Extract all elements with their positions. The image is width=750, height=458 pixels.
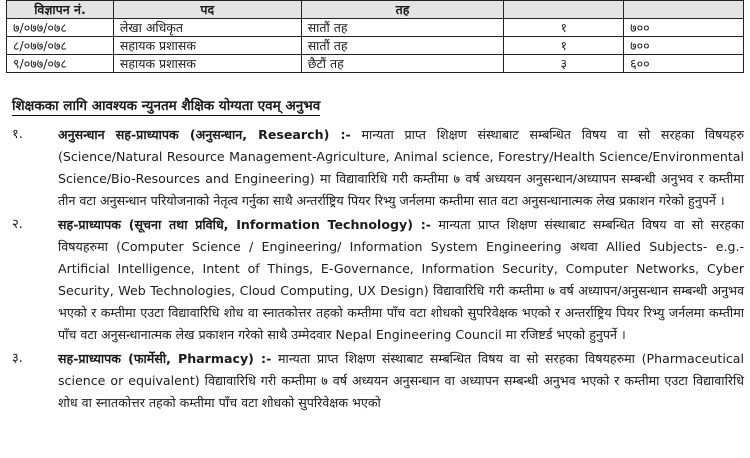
cell-count: १: [504, 37, 624, 55]
item-body: मान्यता प्राप्त शिक्षण संस्थाबाट सम्बन्धित विषय वा सो सरहका विषयहरु (Science/Natural Resource Management-Agriculture, Animal science, Forestry/Health Science/Environmental Science/Bio-Resources and Engineering) मा विद्यावारिधि गरी कम्तीमा ७ वर्ष अध्ययन अनुसन्धान/अध्यापन सम्बन्धी अनुभव र कम्तीमा तीन वटा अनुसन्धान परियोजनाको नेतृत्व गर्नुका साथै अन्तर्राष्ट्रिय पियर रिभ्यु जर्नलमा कम्तीमा सात वटा अनुसन्धानात्मक लेख प्रकाशन गरेको हुनुपर्ने ।: [58, 127, 744, 208]
item-number: १.: [12, 127, 23, 142]
vacancy-table: [6, 0, 744, 73]
item-number: ३.: [12, 351, 23, 366]
cell-count: १: [504, 19, 624, 37]
cell-level: सातौं तह: [301, 37, 504, 55]
list-item: [6, 214, 744, 346]
list-item: [6, 124, 744, 212]
item-heading: सह-प्राध्यापक (सूचना तथा प्रविधि, Information Technology) :-: [58, 217, 432, 232]
table-row: [7, 19, 744, 37]
header-level: तह: [301, 1, 504, 19]
item-text: [58, 214, 744, 346]
cell-post: लेखा अधिकृत: [113, 19, 301, 37]
section-title: शिक्षकका लागि आवश्यक न्युनतम शैक्षिक योग्यता एवम् अनुभव: [12, 98, 321, 114]
cell-post: सहायक प्रशासक: [113, 55, 301, 73]
item-text: [58, 348, 744, 414]
item-body: मान्यता प्राप्त शिक्षण संस्थाबाट सम्बन्धित विषय वा सो सरहका विषयहरुमा (Pharmaceutical science or equivalent) विद्यावारिधि गरी कम्तीमा ७ वर्ष अध्ययन अनुसन्धान वा अध्यापन सम्बन्धी अनुभव भएको र कम्तीमा एउटा विद्यावारिधि शोध वा स्नातकोत्तर तहको कम्तीमा पाँच वटा शोधको सुपरिवेक्षक भएको: [58, 351, 744, 410]
header-fee: [624, 1, 744, 19]
cell-fee: ७००: [624, 19, 744, 37]
cell-fee: ७००: [624, 37, 744, 55]
qualification-list: [6, 124, 744, 416]
item-heading: अनुसन्धान सह-प्राध्यापक (अनुसन्धान, Research) :-: [58, 127, 351, 142]
cell-level: छैटौं तह: [301, 55, 504, 73]
header-ad-no: विज्ञापन नं.: [7, 1, 114, 19]
cell-count: ३: [504, 55, 624, 73]
table-header-row: [7, 1, 744, 19]
item-text: [58, 124, 744, 212]
cell-post: सहायक प्रशासक: [113, 37, 301, 55]
cell-fee: ६००: [624, 55, 744, 73]
list-item: [6, 348, 744, 414]
cell-level: सातौं तह: [301, 19, 504, 37]
cell-ad-no: ९/०७७/०७८: [7, 55, 114, 73]
cell-ad-no: ८/०७७/०७८: [7, 37, 114, 55]
cell-ad-no: ७/०७७/०७८: [7, 19, 114, 37]
table-row: [7, 37, 744, 55]
item-body: मान्यता प्राप्त शिक्षण संस्थाबाट सम्बन्धित विषय वा सो सरहका विषयहरुमा (Computer Science / Engineering/ Information System Engineering अथवा Allied Subjects- e.g.- Artificial Intelligence, Intent of Things, E-Governance, Information Security, Computer Networks, Cyber Security, Web Technologies, Cloud Computing, UX Design) विद्यावारिधि गरी कम्तीमा ७ वर्ष अध्यापन/अनुसन्धान सम्बन्धी अनुभव भएको र कम्तीमा एउटा विद्यावारिधि शोध वा स्नातकोत्तर तहको कम्तीमा पाँच वटा शोधको सुपरिवेक्षक भएको र अन्तर्राष्ट्रिय पियर रिभ्यु जर्नलमा कम्तीमा पाँच वटा अनुसन्धानात्मक लेख प्रकाशन गरेको साथै उम्मेदवार Nepal Engineering Council मा रजिष्टर्ड भएको हुनुपर्ने ।: [58, 217, 744, 342]
header-post: पद: [113, 1, 301, 19]
item-number: २.: [12, 217, 23, 232]
header-count: [504, 1, 624, 19]
table-row: [7, 55, 744, 73]
item-heading: सह-प्राध्यापक (फार्मेसी, Pharmacy) :-: [58, 351, 272, 366]
